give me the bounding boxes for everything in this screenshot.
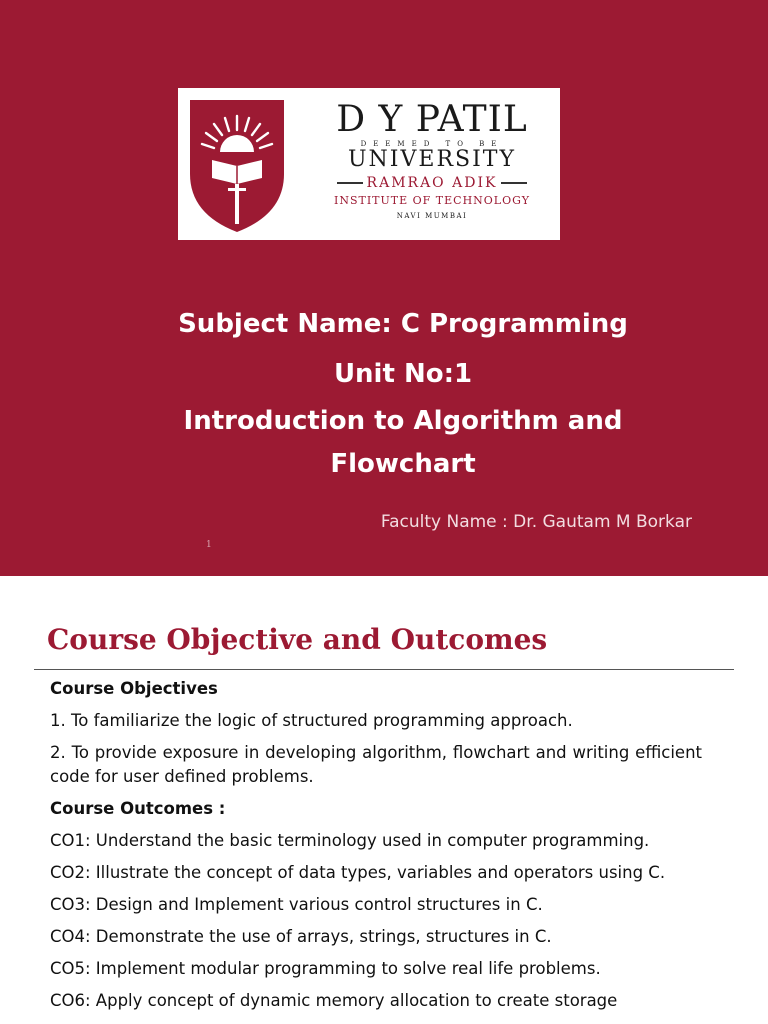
outcome-item: CO3: Design and Implement various control structures in C. (50, 895, 543, 914)
logo-deemed: DEEMED TO BE (360, 140, 504, 148)
slide-heading: Course Objective and Outcomes (47, 623, 548, 656)
topic-line-1: Introduction to Algorithm and (183, 406, 623, 436)
outcome-item: CO2: Illustrate the concept of data types, variables and operators using C. (50, 863, 666, 882)
topic-line-2: Flowchart (330, 449, 476, 479)
unit-number: Unit No:1 (333, 359, 473, 389)
objective-item: 2. To provide exposure in developing algorithm, flowchart and writing efficient code for user defined problems. (50, 743, 702, 786)
faculty-name: Faculty Name : Dr. Gautam M Borkar (380, 512, 692, 532)
shield-emblem-icon (182, 96, 292, 234)
university-logo (178, 88, 560, 240)
logo-university: UNIVERSITY (348, 147, 516, 172)
heading-divider (34, 669, 734, 670)
slide-number: 1 (206, 540, 212, 550)
outcome-item: CO6: Apply concept of dynamic memory allocation to create storage (50, 991, 618, 1010)
slide-title-block (120, 302, 686, 486)
logo-institute: INSTITUTE OF TECHNOLOGY (333, 194, 530, 207)
logo-city: NAVI MUMBAI (396, 212, 468, 220)
outcome-item: CO4: Demonstrate the use of arrays, strings, structures in C. (50, 927, 552, 946)
objectives-heading: Course Objectives (50, 679, 218, 698)
outcome-item: CO1: Understand the basic terminology used in computer programming. (50, 831, 650, 850)
logo-name: D Y PATIL (336, 99, 528, 140)
outcomes-heading: Course Outcomes : (50, 799, 226, 818)
objectives-slide (0, 576, 768, 1024)
outcome-item: CO5: Implement modular programming to solve real life problems. (50, 959, 601, 978)
slide-body (50, 677, 702, 1021)
subject-name: Subject Name: C Programming (178, 309, 628, 339)
logo-campus: RAMRAO ADIK (308, 174, 556, 192)
objective-item: 1. To familiarize the logic of structured programming approach. (50, 711, 573, 730)
